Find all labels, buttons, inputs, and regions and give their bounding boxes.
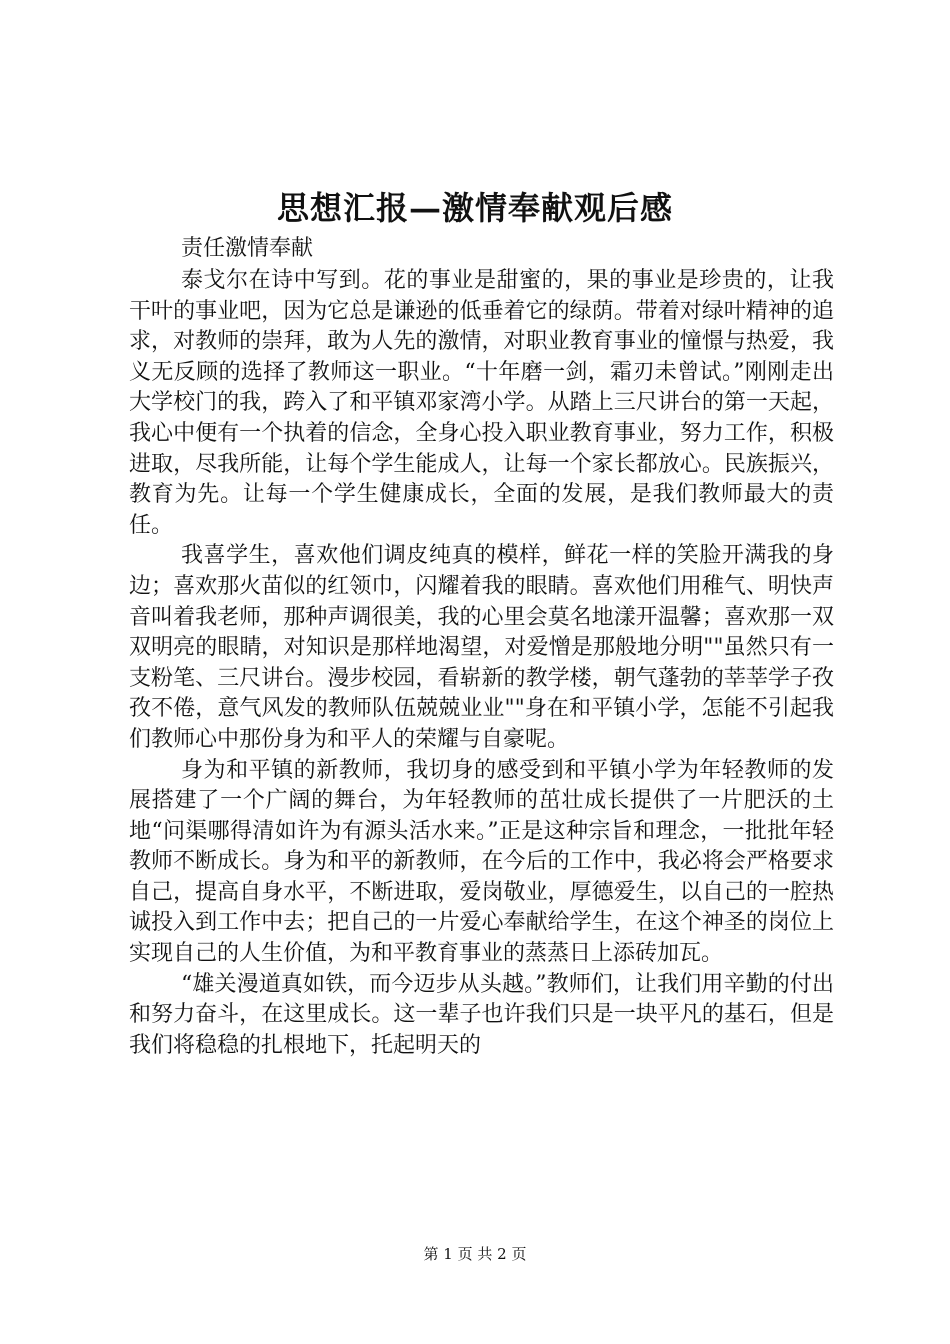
page-footer: 第 1 页 共 2 页	[423, 1245, 527, 1263]
paragraph-2: 我喜学生，喜欢他们调皮纯真的模样，鲜花一样的笑脸开满我的身边；喜欢那火苗似的红领巾，闪耀着我的眼睛。喜欢他们用稚气、明快声音叫着我老师，那种声调很美，我的心里会莫名地漾开温馨；喜欢那一双双明亮的眼睛，对知识是那样地渴望，对爱憎是那般地分明""虽然只有一支粉笔、三尺讲台。漫步校园，看崭新的教学楼，朝气蓬勃的莘莘学子孜孜不倦，意气风发的教师队伍兢兢业业""身在和平镇小学，怎能不引起我们教师心中那份身为和平人的荣耀与自豪呢。	[129, 543, 834, 752]
paragraph-4: “雄关漫道真如铁，而今迈步从头越。”教师们，让我们用辛勤的付出和努力奋斗，在这里成长。这一辈子也许我们只是一块平凡的基石，但是我们将稳稳的扎根地下，托起明天的	[129, 971, 834, 1058]
document-title: 思想汇报—激情奉献观后感	[276, 189, 673, 227]
document-subtitle: 责任激情奉献	[181, 236, 314, 261]
paragraph-3: 身为和平镇的新教师，我切身的感受到和平镇小学为年轻教师的发展搭建了一个广阔的舞台，为年轻教师的茁壮成长提供了一片肥沃的土地“问渠哪得清如许为有源头活水来。”正是这种宗旨和理念，一批批年轻教师不断成长。身为和平的新教师，在今后的工作中，我必将会严格要求自己，提高自身水平，不断进取，爱岗敬业，厚德爱生，以自己的一腔热诚投入到工作中去；把自己的一片爱心奉献给学生，在这个神圣的岗位上实现自己的人生价值，为和平教育事业的蒸蒸日上添砖加瓦。	[129, 757, 834, 967]
document-body	[129, 266, 834, 1061]
paragraph-1: 泰戈尔在诗中写到。花的事业是甜蜜的，果的事业是珍贵的，让我干叶的事业吧，因为它总是谦逊的低垂着它的绿荫。带着对绿叶精神的追求，对教师的崇拜，敢为人先的激情，对职业教育事业的憧憬与热爱，我义无反顾的选择了教师这一职业。“十年磨一剑，霜刃未曾试。”刚刚走出大学校门的我，跨入了和平镇邓家湾小学。从踏上三尺讲台的第一天起，我心中便有一个执着的信念，全身心投入职业教育事业，努力工作，积极进取，尽我所能，让每个学生能成人，让每一个家长都放心。民族振兴，教育为先。让每一个学生健康成长，全面的发展，是我们教师最大的责任。	[129, 268, 834, 538]
